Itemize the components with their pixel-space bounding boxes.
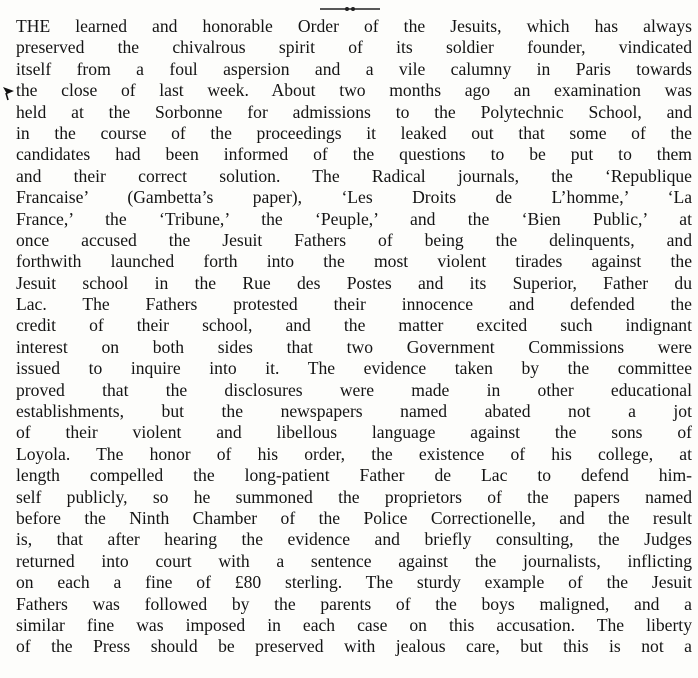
article-line: Francaise’ (Gambetta’s paper), ‘Les Droits de L’homme,’ ‘La (16, 187, 692, 208)
article-line: Jesuit school in the Rue des Postes and its Superior, Father du (16, 272, 692, 293)
article-line: before the Ninth Chamber of the Police Correctionelle, and the result (16, 507, 692, 528)
article-line: similar fine was imposed in each case on this accusation. The liberty (16, 614, 692, 635)
margin-pointer-mark (2, 85, 16, 101)
article-line: Lac. The Fathers protested their innocence and defended the (16, 294, 692, 315)
article-line: Fathers was followed by the parents of the boys maligned, and a (16, 593, 692, 614)
article-line: forthwith launched forth into the most violent tirades against the (16, 251, 692, 272)
article-line: held at the Sorbonne for admissions to the Polytechnic School, and (16, 101, 692, 122)
article-line: and their correct solution. The Radical journals, the ‘Republique (16, 165, 692, 186)
article-line: returned into court with a sentence against the journalists, inflicting (16, 550, 692, 571)
article-line: credit of their school, and the matter excited such indignant (16, 315, 692, 336)
article-line: length compelled the long-patient Father de Lac to defend him- (16, 465, 692, 486)
article-line: itself from a foul aspersion and a vile calumny in Paris towards (16, 58, 692, 79)
section-divider-ornament (300, 2, 400, 16)
article-line: interest on both sides that two Government Commissions were (16, 336, 692, 357)
article-line: in the course of the proceedings it leaked out that some of the (16, 122, 692, 143)
article-line: preserved the chivalrous spirit of its soldier founder, vindicated (16, 37, 692, 58)
article-line: of their violent and libellous language against the sons of (16, 422, 692, 443)
article-line: establishments, but the newspapers named abated not a jot (16, 401, 692, 422)
article-body (16, 16, 692, 658)
article-line: THE learned and honorable Order of the Jesuits, which has always (16, 16, 692, 36)
article-line: proved that the disclosures were made in other educational (16, 379, 692, 400)
article-line: France,’ the ‘Tribune,’ the ‘Peuple,’ and the ‘Bien Public,’ at (16, 208, 692, 229)
article-line: self publicly, so he summoned the proprietors of the papers named (16, 486, 692, 507)
article-line: the close of last week. About two months ago an examination was (16, 80, 692, 101)
article-line: of the Press should be preserved with jealous care, but this is not a (16, 636, 692, 657)
article-line: candidates had been informed of the questions to be put to them (16, 144, 692, 165)
article-line: issued to inquire into it. The evidence taken by the committee (16, 358, 692, 379)
article-line: Loyola. The honor of his order, the existence of his college, at (16, 443, 692, 464)
article-line: is, that after hearing the evidence and briefly consulting, the Judges (16, 529, 692, 550)
article-line: on each a fine of £80 sterling. The sturdy example of the Jesuit (16, 572, 692, 593)
article-line: once accused the Jesuit Fathers of being the delinquents, and (16, 229, 692, 250)
